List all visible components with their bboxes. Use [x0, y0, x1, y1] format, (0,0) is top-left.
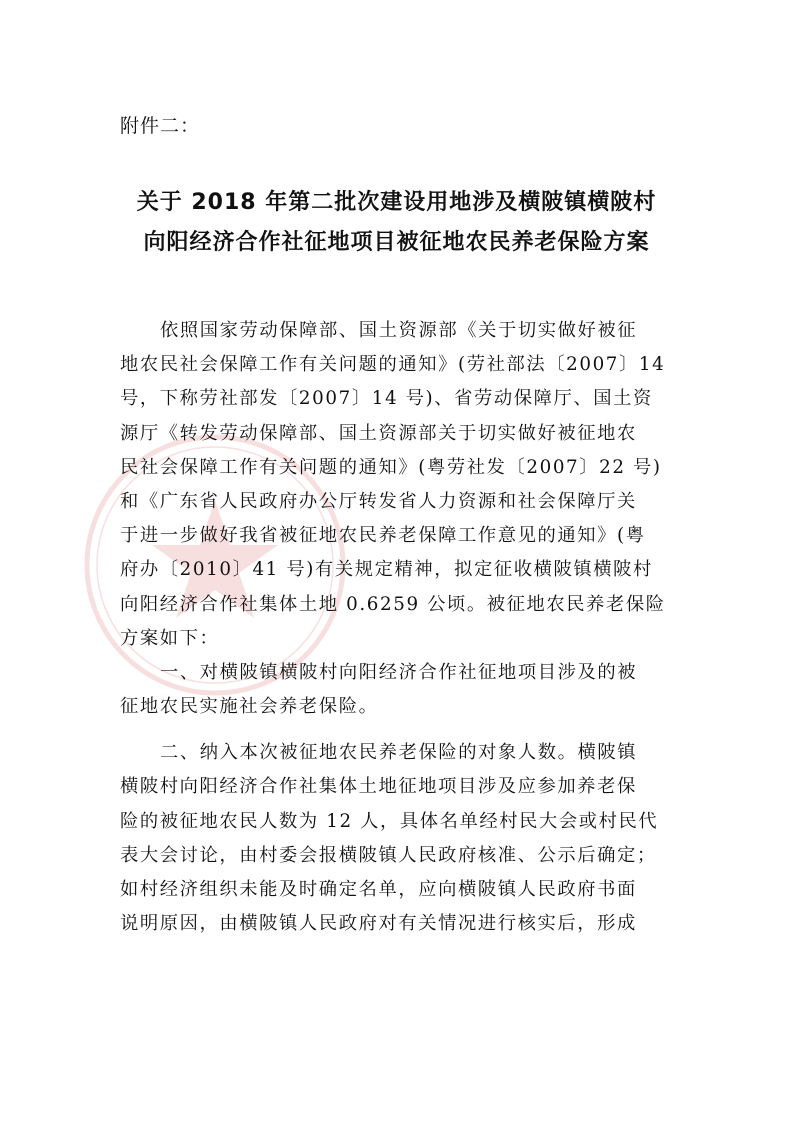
text-line: 向阳经济合作社集体土地 0.6259 公顷。被征地农民养老保险 [120, 593, 666, 615]
text-line: 号，下称劳社部发〔2007〕14 号)、省劳动保障厅、国土资 [120, 388, 653, 410]
text-line: 险的被征地农民人数为 12 人，具体名单经村民大会或村民代 [120, 810, 659, 832]
text-line: 地农民社会保障工作有关问题的通知》(劳社部法〔2007〕14 [120, 354, 666, 376]
text-line: 府办〔2010〕41 号)有关规定精神，拟定征收横陂镇横陂村 [120, 559, 653, 581]
text-line: 依照国家劳动保障部、国土资源部《关于切实做好被征 [160, 320, 638, 341]
paragraph-1 [120, 314, 666, 656]
text-line: 横陂村向阳经济合作社集体土地征地项目涉及应参加养老保 [120, 776, 637, 798]
document-title-line-2: 向阳经济合作社征地项目被征地农民养老保险方案 [143, 230, 650, 255]
document-body [120, 314, 666, 941]
text-line: 民社会保障工作有关问题的通知》(粤劳社发〔2007〕22 号) [120, 456, 662, 478]
text-line: 说明原因，由横陂镇人民政府对有关情况进行核实后，形成 [120, 913, 637, 935]
paragraph-2 [120, 656, 660, 724]
text-line: 一、对横陂镇横陂村向阳经济合作社征地项目涉及的被 [160, 661, 638, 683]
attachment-label: 附件二： [120, 115, 201, 137]
text-line: 征地农民实施社会养老保险。 [120, 696, 379, 718]
text-line: 二、纳入本次被征地农民养老保险的对象人数。横陂镇 [160, 742, 638, 764]
paragraph-gap [120, 724, 660, 736]
text-line: 和《广东省人民政府办公厅转发省人力资源和社会保障厅关 [120, 490, 637, 512]
document-title-line-1: 关于 2018 年第二批次建设用地涉及横陂镇横陂村 [136, 190, 657, 215]
text-line: 方案如下： [120, 627, 220, 649]
text-line: 于进一步做好我省被征地农民养老保障工作意见的通知》(粤 [120, 525, 646, 547]
text-line: 如村经济组织未能及时确定名单，应向横陂镇人民政府书面 [120, 879, 637, 900]
paragraph-3 [120, 736, 660, 941]
text-line: 源厅《转发劳动保障部、国土资源部关于切实做好被征地农 [120, 422, 637, 444]
text-line: 表大会讨论，由村委会报横陂镇人民政府核准、公示后确定； [120, 844, 657, 866]
